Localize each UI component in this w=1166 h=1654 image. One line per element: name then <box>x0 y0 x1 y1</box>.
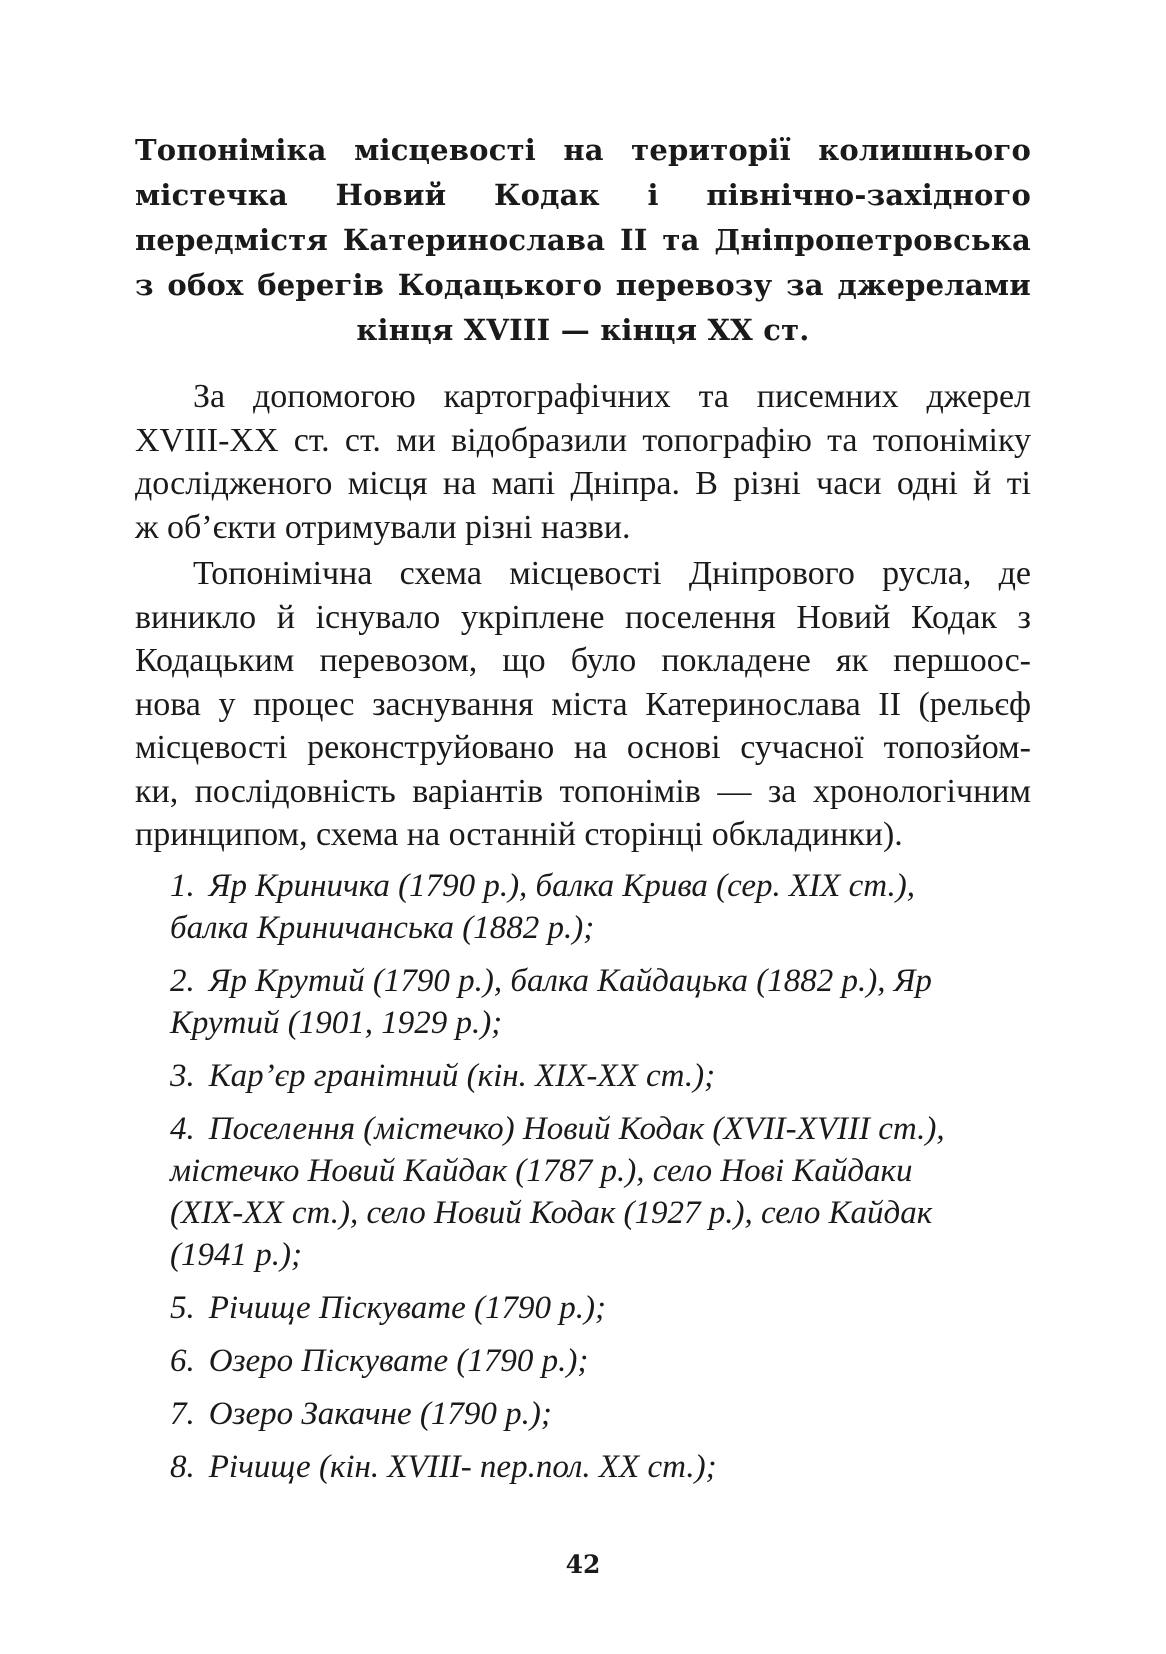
list-item-text: Річище (кін. XVIII- пер.пол. XX ст.); <box>208 1448 717 1485</box>
title-line: містечка Новий Кодак і північно-західного <box>135 178 1031 212</box>
list-item-number: 8. <box>170 1448 195 1485</box>
list-item-number: 6. <box>170 1342 195 1379</box>
list-item <box>135 865 1031 949</box>
paragraph-intro <box>135 375 1031 549</box>
list-item-number: 5. <box>170 1289 195 1326</box>
paragraph-line: принципом, схема на останній сторінці обкладинки). <box>135 816 903 853</box>
paragraph-scheme <box>135 552 1031 857</box>
paragraph-line: нова у процес заснування міста Катеринослава ІІ (рельєф <box>135 685 1031 723</box>
list-item-text: містечко Новий Кайдак (1787 р.), село Нові Кайдаки <box>170 1152 913 1189</box>
list-item <box>135 1108 1031 1276</box>
list-item <box>135 1393 1031 1435</box>
list-item-text: Озеро Закачне (1790 р.); <box>208 1395 552 1432</box>
list-item-number: 2. <box>170 962 195 999</box>
title-line: кінця XVIII — кінця ХХ ст. <box>356 313 810 347</box>
list-item-text: (XIX-XX ст.), село Новий Кодак (1927 р.), село Кайдак <box>170 1194 933 1231</box>
paragraph-line: Топонімічна схема місцевості Дніпрового русла, де <box>193 555 1031 592</box>
list-item-text: (1941 р.); <box>170 1236 302 1273</box>
toponym-list <box>135 865 1031 1488</box>
title-line: Топоніміка місцевості на території колишнього <box>135 133 1031 167</box>
list-item-number: 1. <box>170 867 195 904</box>
list-item-text: Поселення (містечко) Новий Кодак (XVII-XVIII ст.), <box>208 1110 945 1147</box>
list-item <box>135 1287 1031 1329</box>
page-content <box>135 128 1031 1499</box>
section-title <box>135 128 1031 353</box>
list-item-text: Яр Криничка (1790 р.), балка Крива (сер. XIX ст.), <box>208 867 915 904</box>
list-item <box>135 1055 1031 1097</box>
list-item <box>135 1340 1031 1382</box>
paragraph-line: За допомогою картографічних та писемних джерел <box>193 378 1031 415</box>
title-line: передмістя Катеринослава ІІ та Дніпропетровська <box>135 223 1031 257</box>
list-item <box>135 960 1031 1044</box>
list-item-text: Озеро Піскувате (1790 р.); <box>208 1342 589 1379</box>
list-item <box>135 1446 1031 1488</box>
list-item-number: 7. <box>170 1395 195 1432</box>
list-item-text: Яр Крутий (1790 р.), балка Кайдацька (1882 р.), Яр <box>208 962 932 999</box>
list-item-text: Крутий (1901, 1929 р.); <box>170 1004 503 1041</box>
paragraph-line: дослідженого місця на мапі Дніпра. В різні часи одні й ті <box>135 465 1031 502</box>
paragraph-line: виникло й існувало укріплене поселення Новий Кодак з <box>135 598 1031 636</box>
paragraph-line: місцевості реконструйовано на основі сучасної топозйом- <box>135 729 1031 766</box>
paragraph-line: ж об’єкти отримували різні назви. <box>135 508 631 546</box>
paragraph-line: Кодацьким перевозом, що було покладене як першоос- <box>135 642 1031 679</box>
list-item-text: балка Криничанська (1882 р.); <box>170 909 595 946</box>
page-number: 42 <box>565 1550 601 1579</box>
list-item-text: Річище Піскувате (1790 р.); <box>208 1289 606 1326</box>
title-line: з обох берегів Кодацького перевозу за джерелами <box>135 268 1031 302</box>
list-item-text: Кар’єр гранітний (кін. XIX-XX ст.); <box>208 1057 716 1094</box>
paragraph-line: ки, послідовність варіантів топонімів — за хронологічним <box>135 772 1031 810</box>
paragraph-line: XVIII-XX ст. ст. ми відобразили топографію та топоніміку <box>135 421 1031 459</box>
list-item-number: 3. <box>170 1057 195 1094</box>
list-item-number: 4. <box>170 1110 195 1147</box>
